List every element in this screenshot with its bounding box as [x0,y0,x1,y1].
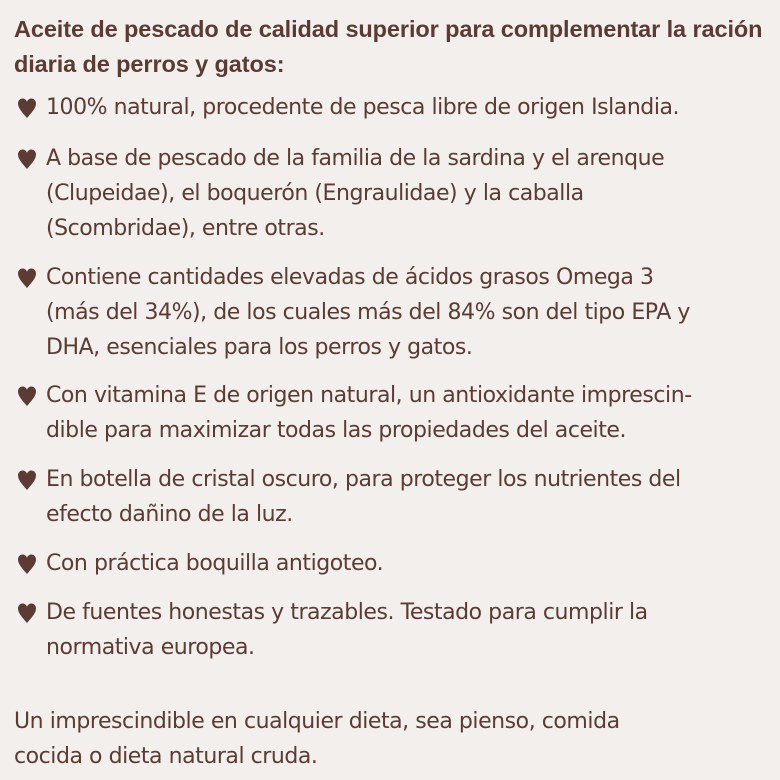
heart-icon [16,147,38,171]
heart-icon [16,601,38,625]
description-heading: Aceite de pescado de calidad superior para complementar la ración diaria de perros y gatos: [14,16,763,77]
heart-icon [16,384,38,408]
heart-icon [16,266,38,290]
heart-icon [16,552,38,576]
feature-text: 100% natural, procedente de pesca libre de origen Islandia. [46,95,680,120]
feature-text: De fuentes honestas y trazables. Testado para cumplir la normativa europea. [46,600,648,660]
feature-text: Con vitamina E de origen natural, un antioxidante imprescin- dible para maximizar todas las propiedades del aceite. [46,383,692,443]
feature-text: Con práctica boquilla antigoteo. [46,551,384,576]
feature-text: En botella de cristal oscuro, para proteger los nutrientes del efecto dañino de la luz. [46,467,681,527]
closing-paragraph: Un imprescindible en cualquier dieta, sea pienso, comida cocida o dieta natural cruda. [14,709,620,769]
feature-text: Contiene cantidades elevadas de ácidos grasos Omega 3 (más del 34%), de los cuales más del 84% son del tipo EPA y DHA, esenciales para los perros y gatos. [46,265,690,360]
heart-icon [16,96,38,120]
heart-icon [16,468,38,492]
feature-text: A base de pescado de la familia de la sardina y el arenque (Clupeidae), el boquerón (Engraulidae) y la caballa (Scombridae), entre otras. [46,146,665,241]
